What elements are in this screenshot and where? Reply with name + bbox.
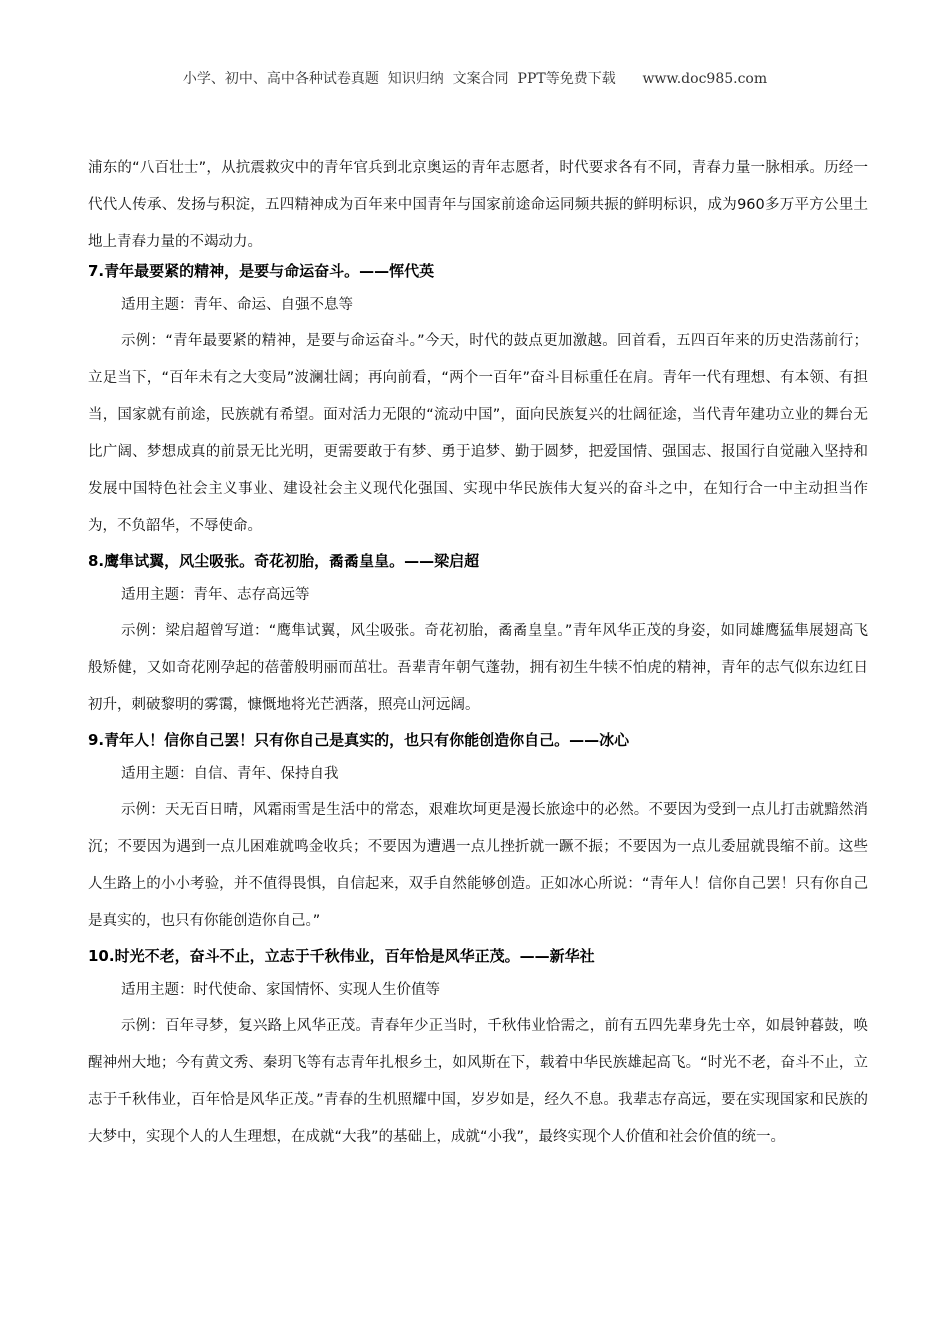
section-theme: 适用主题：自信、青年、保持自我 bbox=[121, 766, 339, 782]
section-9 bbox=[88, 724, 868, 940]
section-example: 示例：天无百日晴，风霜雨雪是生活中的常态，艰难坎坷更是漫长旅途中的必然。不要因为受到一点儿打击就黯然消沉；不要因为遇到一点儿困难就鸣金收兵；不要因为遭遇一点儿挫折就一蹶不振；不要因为一点儿委屈就畏缩不前。这些人生路上的小小考验，并不值得畏惧，自信起来，双手自然能够创造。正如冰心所说：“青年人！信你自己罢！只有你自己是真实的，也只有你能创造你自己。” bbox=[88, 802, 868, 929]
section-theme: 适用主题：时代使命、家国情怀、实现人生价值等 bbox=[121, 982, 440, 998]
section-theme: 适用主题：青年、志存高远等 bbox=[121, 587, 310, 603]
section-heading: 8.鹰隼试翼，风尘吸张。奇花初胎，矞矞皇皇。——梁启超 bbox=[88, 552, 480, 570]
section-theme: 适用主题：青年、命运、自强不息等 bbox=[121, 297, 353, 313]
section-10 bbox=[88, 940, 868, 1156]
section-example: 示例：“青年最要紧的精神，是要与命运奋斗。”今天，时代的鼓点更加激越。回首看，五四百年来的历史浩荡前行；立足当下，“百年未有之大变局”波澜壮阔；再向前看，“两个一百年”奋斗目标重任在肩。青年一代有理想、有本领、有担当，国家就有前途，民族就有希望。面对活力无限的“流动中国”，面向民族复兴的壮阔征途，当代青年建功立业的舞台无比广阔、梦想成真的前景无比光明，更需要敢于有梦、勇于追梦、勤于圆梦，把爱国情、强国志、报国行自觉融入坚持和发展中国特色社会主义事业、建设社会主义现代化强国、实现中华民族伟大复兴的奋斗之中，在知行合一中主动担当作为，不负韶华，不辱使命。 bbox=[88, 333, 868, 534]
section-heading: 7.青年最要紧的精神，是要与命运奋斗。——恽代英 bbox=[88, 262, 435, 280]
section-example: 示例：百年寻梦，复兴路上风华正茂。青春年少正当时，千秋伟业恰需之，前有五四先辈身先士卒，如晨钟暮鼓，唤醒神州大地；今有黄文秀、秦玥飞等有志青年扎根乡土，如风斯在下，载着中华民族雄起高飞。“时光不老，奋斗不止，立志于千秋伟业，百年恰是风华正茂。”青春的生机照耀中国，岁岁如是，经久不息。我辈志存高远，要在实现国家和民族的大梦中，实现个人的人生理想，在成就“大我”的基础上，成就“小我”，最终实现个人价值和社会价值的统一。 bbox=[88, 1018, 868, 1145]
intro-paragraph: 浦东的“八百壮士”，从抗震救灾中的青年官兵到北京奥运的青年志愿者，时代要求各有不同，青春力量一脉相承。历经一代代人传承、发扬与积淀，五四精神成为百年来中国青年与国家前途命运同频共振的鲜明标识，成为960多万平方公里土地上青春力量的不竭动力。 bbox=[88, 160, 868, 250]
section-example: 示例：梁启超曾写道：“鹰隼试翼，风尘吸张。奇花初胎，矞矞皇皇。”青年风华正茂的身姿，如同雄鹰猛隼展翅高飞般矫健，又如奇花刚孕起的蓓蕾般明丽而茁壮。吾辈青年朝气蓬勃，拥有初生牛犊不怕虎的精神，青年的志气似东边红日初升，刺破黎明的雾霭，慷慨地将光芒洒落，照亮山河远阔。 bbox=[88, 623, 868, 713]
page-header: 小学、初中、高中各种试卷真题 知识归纳 文案合同 PPT等免费下载 www.doc985.com bbox=[182, 71, 768, 87]
section-heading: 10.时光不老，奋斗不止，立志于千秋伟业，百年恰是风华正茂。——新华社 bbox=[88, 947, 595, 965]
section-8 bbox=[88, 545, 868, 724]
document-body bbox=[88, 150, 868, 1156]
section-7 bbox=[88, 255, 868, 545]
section-heading: 9.青年人！信你自己罢！只有你自己是真实的，也只有你能创造你自己。——冰心 bbox=[88, 731, 630, 749]
